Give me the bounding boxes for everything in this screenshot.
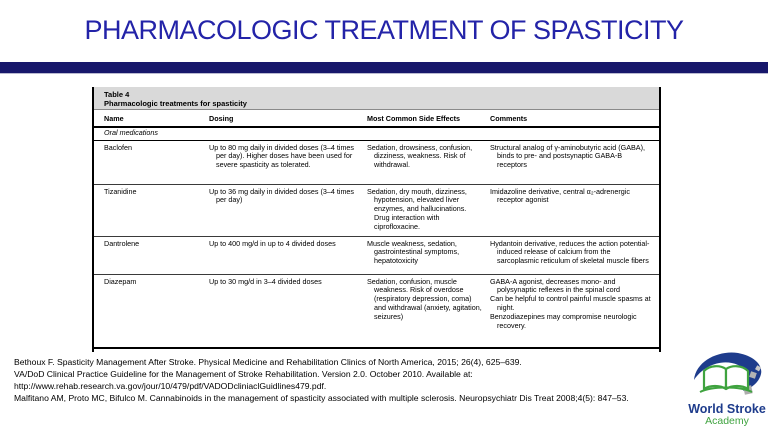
title-divider-bar (0, 62, 768, 74)
references-block (14, 356, 666, 404)
table-caption-band (94, 87, 659, 110)
column-header-comments: Comments (490, 114, 528, 123)
drug-side-effects: Sedation, confusion, muscle weakness. Risk of overdose (respiratory depression, coma) and withdrawal (anxiety, agitation, seizures) (367, 276, 482, 321)
column-header-side-effects: Most Common Side Effects (367, 114, 461, 123)
drug-name: Dantrolene (104, 238, 140, 248)
column-header-dosing: Dosing (209, 114, 234, 123)
table-caption: Pharmacologic treatments for spasticity (104, 99, 247, 109)
table-row (94, 185, 659, 237)
logo-text-academy: Academy (705, 415, 749, 427)
logo-book-swoosh-icon (686, 346, 768, 400)
table-header-row (94, 110, 659, 128)
drug-name: Tizanidine (104, 186, 137, 196)
column-header-name: Name (104, 114, 124, 123)
drug-dosing: Up to 400 mg/d in up to 4 divided doses (209, 238, 336, 248)
drug-side-effects: Sedation, dry mouth, dizziness, hypotension, elevated liver enzymes, and hallucinations. Drug interaction with ciprofloxacine. (367, 186, 467, 231)
world-stroke-academy-logo (686, 346, 768, 427)
drug-dosing: Up to 80 mg daily in divided doses (3–4 times per day). Higher doses have been used for severe spasticity as tolerated. (209, 142, 355, 170)
table-row (94, 275, 659, 349)
table-row (94, 237, 659, 275)
drug-comments: GABA-A agonist, decreases mono- and polysynaptic reflexes in the spinal cord Can be helpful to control painful muscle spasms at night. Benzodiazepines may compromise neurologic recovery. (490, 276, 651, 330)
reference-item: Malfitano AM, Proto MC, Bifulco M. Cannabinoids in the management of spasticity associated with multiple sclerosis. Neuropsychiatr Dis Treat 2008;4(5): 847–53. (14, 393, 629, 404)
drug-dosing: Up to 36 mg daily in divided doses (3–4 times per day) (209, 186, 355, 205)
table-row (94, 141, 659, 185)
drug-name: Baclofen (104, 142, 132, 152)
drug-comments: Structural analog of γ-aminobutyric acid (GABA), binds to pre- and postsynaptic GABA-B receptors (490, 142, 645, 170)
drug-name: Diazepam (104, 276, 137, 286)
slide-title: PHARMACOLOGIC TREATMENT OF SPASTICITY (84, 15, 684, 45)
table-section-oral-medications: Oral medications (94, 128, 659, 141)
spasticity-table (92, 87, 661, 352)
reference-item: Bethoux F. Spasticity Management After Stroke. Physical Medicine and Rehabilitation Clinics of North America, 2015; 26(4), 625–639. (14, 357, 522, 367)
drug-side-effects: Muscle weakness, sedation, gastrointestinal symptoms, hepatotoxicity (367, 238, 460, 266)
drug-side-effects: Sedation, drowsiness, confusion, dizziness, weakness. Risk of withdrawal. (367, 142, 473, 170)
reference-item: VA/DoD Clinical Practice Guideline for the Management of Stroke Rehabilitation. Version 2.0. October 2010. Available at: http://www.rehab.research.va.gov/jour/10/479/pdf/VADODcliniaclGuidlines479.pdf. (14, 369, 473, 392)
drug-comments: Hydantoin derivative, reduces the action potential-induced release of calcium from the sarcoplasmic reticulum of skeletal muscle fibers (490, 238, 650, 266)
table-label: Table 4 (104, 90, 130, 99)
logo-text-world-stroke: World Stroke (688, 402, 766, 416)
drug-dosing: Up to 30 mg/d in 3–4 divided doses (209, 276, 322, 286)
drug-comments: Imidazoline derivative, central α₂-adrenergic receptor agonist (490, 186, 630, 205)
